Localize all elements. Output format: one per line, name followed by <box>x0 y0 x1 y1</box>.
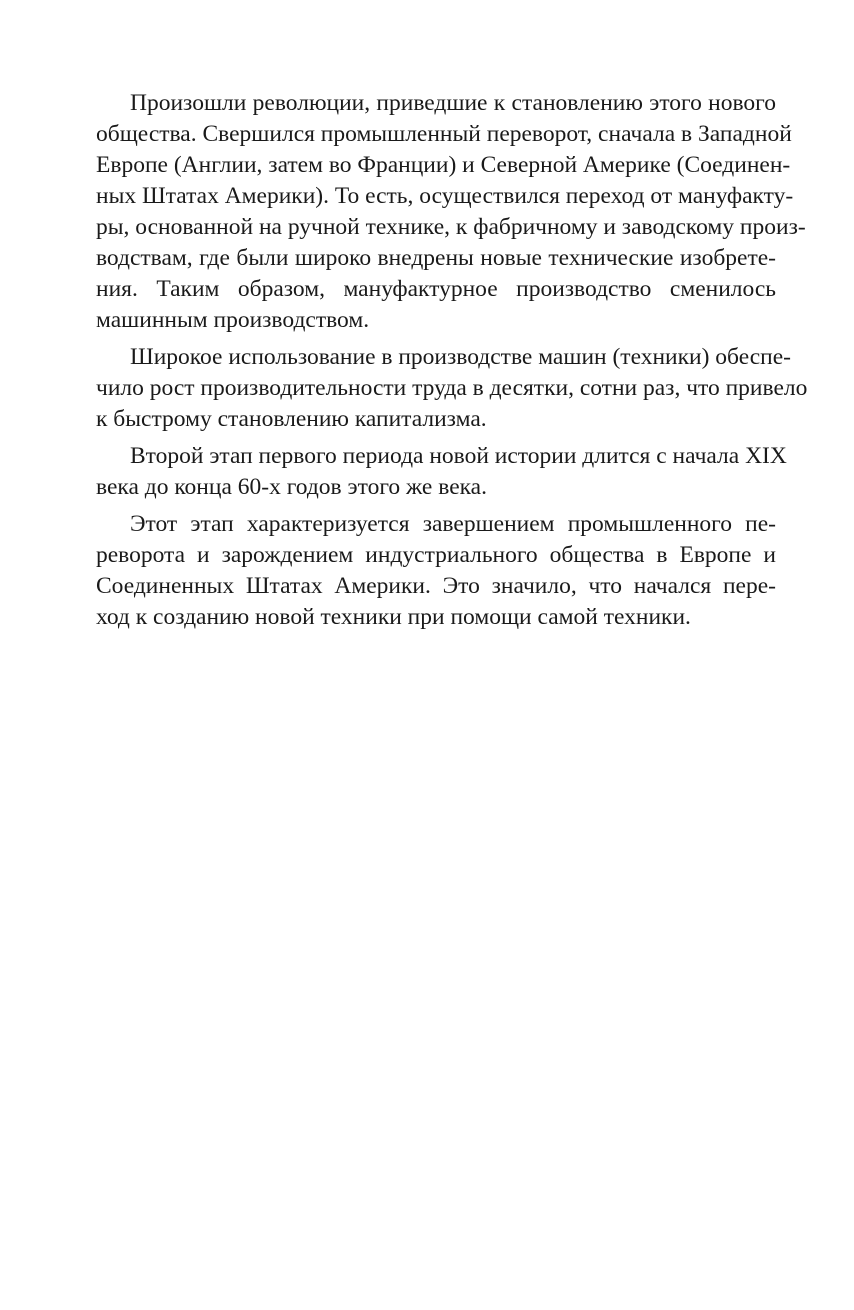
paragraph-line: Широкое использование в производстве машин (техники) обеспе- <box>130 344 791 370</box>
body-text <box>96 88 808 639</box>
paragraph-line: ры, основанной на ручной технике, к фабричному и заводскому произ- <box>96 214 806 240</box>
paragraph-line: ход к созданию новой техники при помощи самой техники. <box>96 604 691 630</box>
paragraph-line: машинным производством. <box>96 307 370 333</box>
paragraph-line: Второй этап первого периода новой истории длится с начала XIX <box>130 443 787 469</box>
paragraph-line: Этот этап характеризуется завершением промышленного пе- <box>130 511 776 537</box>
paragraph-line: века до конца 60-х годов этого же века. <box>96 474 487 500</box>
paragraph-line: Произошли революции, приведшие к становлению этого нового <box>130 90 776 116</box>
paragraph-line: Европе (Англии, затем во Франции) и Северной Америке (Соединен- <box>96 152 791 178</box>
paragraph-4 <box>96 509 776 633</box>
paragraph-3 <box>96 441 787 503</box>
paragraph-line: ния. Таким образом, мануфактурное производство сменилось <box>96 276 776 302</box>
paragraph-line: водствам, где были широко внедрены новые технические изобрете- <box>96 245 776 271</box>
paragraph-line: Соединенных Штатах Америки. Это значило, что начался пере- <box>96 573 776 599</box>
paragraph-2 <box>96 342 808 435</box>
paragraph-line: реворота и зарождением индустриального общества в Европе и <box>96 542 776 568</box>
paragraph-line: к быстрому становлению капитализма. <box>96 406 487 432</box>
paragraph-line: ных Штатах Америки). То есть, осуществился переход от мануфакту- <box>96 183 794 209</box>
paragraph-line: общества. Свершился промышленный переворот, сначала в Западной <box>96 121 792 147</box>
paragraph-line: чило рост производительности труда в десятки, сотни раз, что привело <box>96 375 808 401</box>
paragraph-1 <box>96 88 806 336</box>
